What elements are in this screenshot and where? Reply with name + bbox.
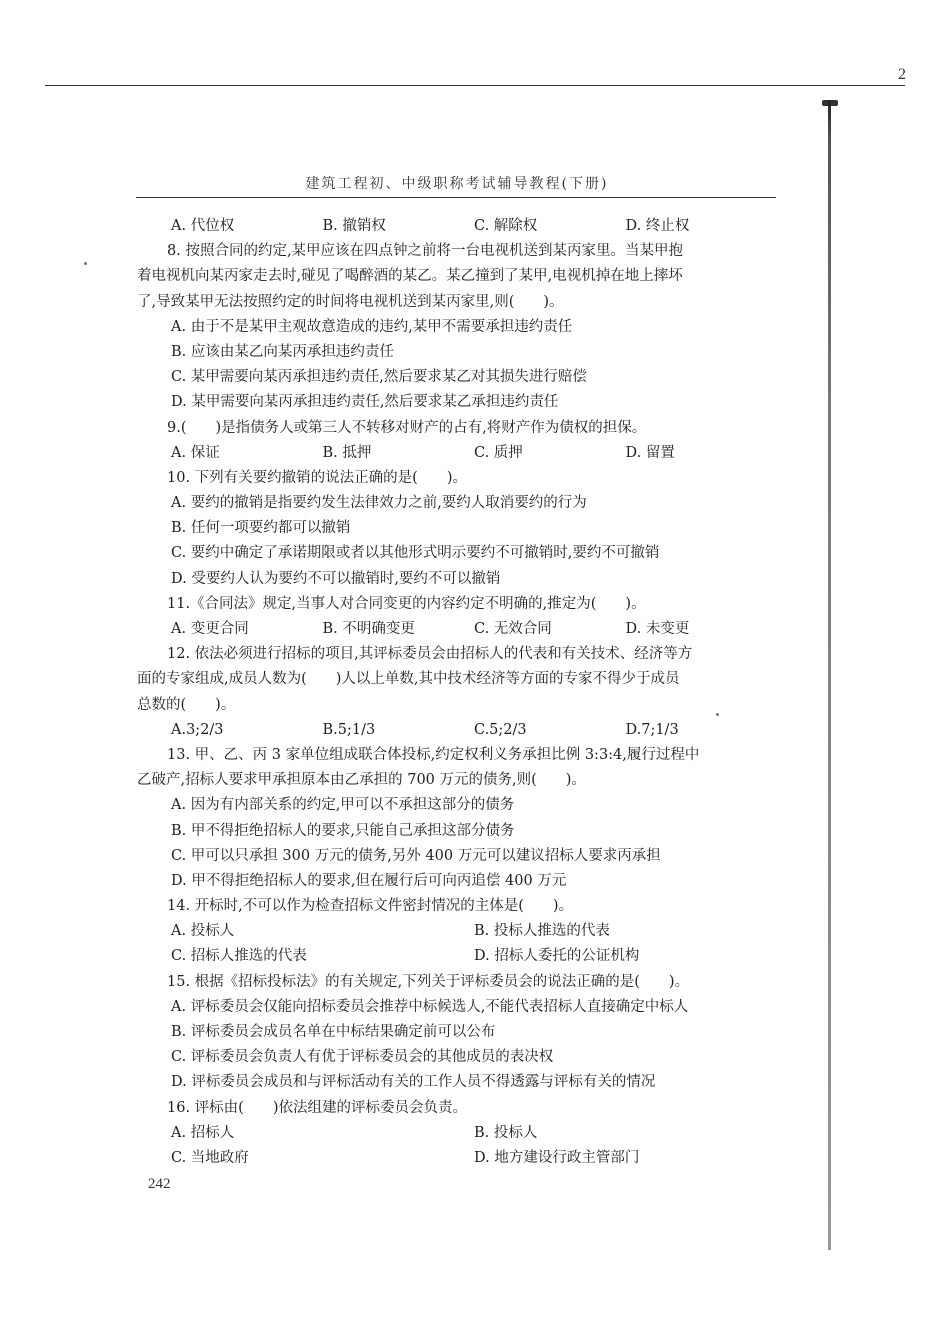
q8-stem-line: 8. 按照合同的约定,某甲应该在四点钟之前将一台电视机送到某丙家里。当某甲抱 xyxy=(167,243,684,260)
book-running-header: 建筑工程初、中级职称考试辅导教程(下册) xyxy=(305,176,609,192)
q14-options-row-2 xyxy=(137,944,777,969)
q14-options-row-1 xyxy=(137,919,777,944)
option: A. 招标人 xyxy=(171,1124,235,1141)
q8-option: C. 某甲需要向某丙承担违约责任,然后要求某乙对其损失进行赔偿 xyxy=(171,369,587,386)
option: D. 地方建设行政主管部门 xyxy=(474,1149,640,1166)
q8-stem-line: 了,导致某甲无法按照约定的时间将电视机送到某丙家里,则( )。 xyxy=(137,293,564,310)
q10-option: B. 任何一项要约都可以撤销 xyxy=(171,520,351,537)
option: C. 当地政府 xyxy=(171,1149,249,1166)
q13-stem-line: 乙破产,招标人要求甲承担原本由乙承担的 700 万元的债务,则( )。 xyxy=(137,772,586,789)
option: A. 代位权 xyxy=(171,218,235,234)
q8-option: D. 某甲需要向某丙承担违约责任,然后要求某乙承担违约责任 xyxy=(171,394,559,411)
option: A.3;2/3 xyxy=(171,721,224,738)
q7-options xyxy=(137,214,777,239)
option: B. 抵押 xyxy=(322,444,372,461)
q10-option: C. 要约中确定了承诺期限或者以其他形式明示要约不可撤销时,要约不可撤销 xyxy=(171,545,660,562)
q11-options xyxy=(137,617,777,642)
option: A. 变更合同 xyxy=(171,621,249,637)
q14-stem: 14. 开标时,不可以作为检查招标文件密封情况的主体是( )。 xyxy=(167,898,574,915)
q8-option: A. 由于不是某甲主观故意造成的违约,某甲不需要承担违约责任 xyxy=(171,318,573,335)
q13-option: D. 甲不得拒绝招标人的要求,但在履行后可向丙追偿 400 万元 xyxy=(171,872,567,889)
q8-stem-line: 着电视机向某丙家走去时,碰见了喝醉酒的某乙。某乙撞到了某甲,电视机掉在地上摔坏 xyxy=(137,268,683,285)
q15-option: C. 评标委员会负责人有优于评标委员会的其他成员的表决权 xyxy=(171,1049,554,1066)
option: D. 留置 xyxy=(625,444,675,461)
q15-option: D. 评标委员会成员和与评标活动有关的工作人员不得透露与评标有关的情况 xyxy=(171,1074,656,1091)
q16-options-row-2 xyxy=(137,1146,777,1171)
q9-options xyxy=(137,441,777,466)
binding-edge-shadow xyxy=(828,100,831,1250)
q15-stem: 15. 根据《招标投标法》的有关规定,下列关于评标委员会的说法正确的是( )。 xyxy=(167,973,690,990)
q16-stem: 16. 评标由( )依法组建的评标委员会负责。 xyxy=(167,1099,467,1116)
sheet-top-rule xyxy=(45,85,905,86)
header-rule xyxy=(136,197,776,198)
q13-option: A. 因为有内部关系的约定,甲可以不承担这部分的债务 xyxy=(171,797,515,814)
q10-option: A. 要约的撤销是指要约发生法律效力之前,要约人取消要约的行为 xyxy=(171,495,587,512)
q12-options xyxy=(137,718,777,743)
q13-stem-line: 13. 甲、乙、丙 3 家单位组成联合体投标,约定权利义务承担比例 3:3:4,履行过程中 xyxy=(167,746,700,763)
q15-option: A. 评标委员会仅能向招标委员会推荐中标候选人,不能代表招标人直接确定中标人 xyxy=(171,998,689,1015)
option: C. 招标人推选的代表 xyxy=(171,948,307,965)
option: D. 招标人委托的公证机构 xyxy=(474,948,640,965)
q12-stem-line: 面的专家组成,成员人数为( )人以上单数,其中技术经济等方面的专家不得少于成员 xyxy=(137,671,680,688)
q13-option: B. 甲不得拒绝招标人的要求,只能自己承担这部分债务 xyxy=(171,822,515,839)
q10-option: D. 受要约人认为要约不可以撤销时,要约不可以撤销 xyxy=(171,570,501,587)
option: A. 投标人 xyxy=(171,923,235,940)
q12-stem-line: 总数的( )。 xyxy=(137,696,236,713)
option: D. 未变更 xyxy=(625,621,690,637)
option: D. 终止权 xyxy=(625,218,690,234)
option: C. 无效合同 xyxy=(474,621,552,637)
q10-stem: 10. 下列有关要约撤销的说法正确的是( )。 xyxy=(167,469,467,486)
option: C. 解除权 xyxy=(474,218,538,234)
book-page-number: 242 xyxy=(148,1176,171,1192)
option: B. 投标人推选的代表 xyxy=(474,923,610,940)
option: B. 撤销权 xyxy=(322,218,386,234)
option: A. 保证 xyxy=(171,444,220,461)
option: C. 质押 xyxy=(474,444,523,461)
q13-option: C. 甲可以只承担 300 万元的债务,另外 400 万元可以建议招标人要求丙承担 xyxy=(171,847,661,864)
option: C.5;2/3 xyxy=(474,721,527,738)
q11-stem: 11.《合同法》规定,当事人对合同变更的内容约定不明确的,推定为( )。 xyxy=(167,595,646,612)
q15-option: B. 评标委员会成员名单在中标结果确定前可以公布 xyxy=(171,1024,496,1040)
option: B. 不明确变更 xyxy=(322,621,415,637)
option: B. 投标人 xyxy=(474,1124,538,1141)
q8-option: B. 应该由某乙向某丙承担违约责任 xyxy=(171,343,394,360)
question-list xyxy=(137,214,777,1171)
scan-speck xyxy=(84,262,87,265)
option: B.5;1/3 xyxy=(322,721,376,738)
q9-stem: 9.( )是指债务人或第三人不转移对财产的占有,将财产作为债权的担保。 xyxy=(167,419,647,436)
sheet-page-number: 2 xyxy=(898,66,906,83)
q12-stem-line: 12. 依法必须进行招标的项目,其评标委员会由招标人的代表和有关技术、经济等方 xyxy=(167,646,693,663)
q16-options-row-1 xyxy=(137,1121,777,1146)
option: D.7;1/3 xyxy=(625,721,679,738)
